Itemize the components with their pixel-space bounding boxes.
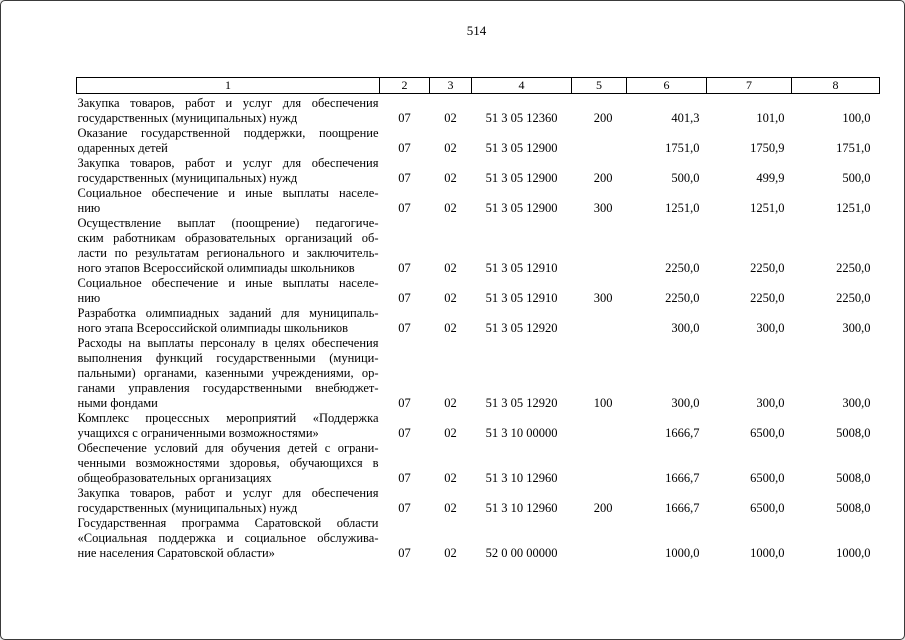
cell-5: 300 bbox=[593, 291, 613, 305]
cell-7: 1251,0 bbox=[750, 201, 785, 215]
cell-3: 02 bbox=[444, 546, 457, 560]
row-name-line: Социальное обеспечение и иные выплаты населе- bbox=[77, 276, 379, 290]
cell-5: 300 bbox=[593, 201, 613, 215]
cell-name bbox=[77, 276, 380, 306]
cell-4: 51 3 10 12960 bbox=[485, 501, 558, 515]
cell-8: 1251,0 bbox=[836, 201, 871, 215]
cell-4: 51 3 05 12900 bbox=[485, 171, 558, 185]
cell-7: 6500,0 bbox=[750, 471, 785, 485]
cell-4: 51 3 05 12920 bbox=[485, 321, 558, 335]
cell-8: 300,0 bbox=[842, 396, 871, 410]
table-row bbox=[77, 516, 880, 561]
cell-5 bbox=[572, 216, 627, 276]
row-name-line: нию bbox=[77, 201, 101, 215]
cell-2: 07 bbox=[398, 471, 411, 485]
cell-3: 02 bbox=[444, 141, 457, 155]
cell-2: 07 bbox=[398, 111, 411, 125]
table-row bbox=[77, 486, 880, 516]
row-name-line: Оказание государственной поддержки, поощрение bbox=[77, 126, 379, 140]
cell-6: 2250,0 bbox=[665, 261, 700, 275]
cell-8: 1000,0 bbox=[836, 546, 871, 560]
row-name-line: Государственная программа Саратовской области bbox=[77, 516, 379, 530]
budget-table bbox=[76, 77, 880, 561]
row-name-line: ласти по результатам регионального и заключитель- bbox=[77, 246, 379, 260]
table-row bbox=[77, 156, 880, 186]
row-name-line: «Социальная поддержка и социальное обслужива- bbox=[77, 531, 379, 545]
cell-name bbox=[77, 516, 380, 561]
cell-6: 300,0 bbox=[671, 321, 700, 335]
cell-2: 07 bbox=[398, 396, 411, 410]
table-row bbox=[77, 411, 880, 441]
cell-4: 51 3 05 12360 bbox=[485, 111, 558, 125]
cell-4: 51 3 05 12910 bbox=[485, 261, 558, 275]
cell-5: 100 bbox=[593, 396, 613, 410]
column-header-7: 7 bbox=[707, 78, 792, 94]
cell-name bbox=[77, 441, 380, 486]
cell-3: 02 bbox=[444, 291, 457, 305]
cell-3: 02 bbox=[444, 396, 457, 410]
row-name-line: ными фондами bbox=[77, 396, 158, 410]
cell-name bbox=[77, 94, 380, 127]
cell-8: 5008,0 bbox=[836, 426, 871, 440]
cell-8: 5008,0 bbox=[836, 471, 871, 485]
cell-6: 1666,7 bbox=[665, 501, 700, 515]
cell-name bbox=[77, 411, 380, 441]
cell-7: 1750,9 bbox=[750, 141, 785, 155]
row-name-line: Обеспечение условий для обучения детей с ограни- bbox=[77, 441, 379, 455]
cell-name bbox=[77, 216, 380, 276]
cell-3: 02 bbox=[444, 426, 457, 440]
row-name-line: общеобразовательных организациях bbox=[77, 471, 272, 485]
cell-8: 300,0 bbox=[842, 321, 871, 335]
cell-2: 07 bbox=[398, 261, 411, 275]
cell-name bbox=[77, 306, 380, 336]
cell-2: 07 bbox=[398, 171, 411, 185]
row-name-line: Комплекс процессных мероприятий «Поддержка bbox=[77, 411, 379, 425]
row-name-line: Закупка товаров, работ и услуг для обеспечения bbox=[77, 156, 379, 170]
row-name-line: ченными возможностями здоровья, обучающихся в bbox=[77, 456, 379, 470]
column-header-8: 8 bbox=[792, 78, 880, 94]
cell-3: 02 bbox=[444, 471, 457, 485]
cell-6: 1666,7 bbox=[665, 426, 700, 440]
cell-2: 07 bbox=[398, 501, 411, 515]
cell-4: 51 3 05 12900 bbox=[485, 201, 558, 215]
row-name-line: государственных (муниципальных) нужд bbox=[77, 171, 298, 185]
table-row bbox=[77, 441, 880, 486]
table-row bbox=[77, 186, 880, 216]
cell-4: 51 3 05 12900 bbox=[485, 141, 558, 155]
row-name-line: Закупка товаров, работ и услуг для обеспечения bbox=[77, 486, 379, 500]
cell-5 bbox=[572, 306, 627, 336]
cell-5: 200 bbox=[593, 171, 613, 185]
cell-name bbox=[77, 486, 380, 516]
cell-name bbox=[77, 156, 380, 186]
row-name-line: ским работникам образовательных организаций об- bbox=[77, 231, 379, 245]
cell-4: 52 0 00 00000 bbox=[485, 546, 558, 560]
cell-8: 5008,0 bbox=[836, 501, 871, 515]
table-header-row bbox=[77, 78, 880, 94]
cell-7: 499,9 bbox=[756, 171, 785, 185]
cell-7: 6500,0 bbox=[750, 501, 785, 515]
cell-5 bbox=[572, 126, 627, 156]
row-name-line: Расходы на выплаты персоналу в целях обеспечения bbox=[77, 336, 379, 350]
column-header-4: 4 bbox=[472, 78, 572, 94]
cell-5: 200 bbox=[593, 501, 613, 515]
row-name-line: выполнения функций государственными (муници- bbox=[77, 351, 379, 365]
cell-5 bbox=[572, 516, 627, 561]
column-header-1: 1 bbox=[77, 78, 380, 94]
row-name-line: государственных (муниципальных) нужд bbox=[77, 111, 298, 125]
cell-8: 1751,0 bbox=[836, 141, 871, 155]
cell-2: 07 bbox=[398, 426, 411, 440]
cell-6: 1666,7 bbox=[665, 471, 700, 485]
cell-6: 1000,0 bbox=[665, 546, 700, 560]
cell-7: 300,0 bbox=[756, 321, 785, 335]
cell-6: 401,3 bbox=[671, 111, 700, 125]
column-header-3: 3 bbox=[430, 78, 472, 94]
row-name-line: учащихся с ограниченными возможностями» bbox=[77, 426, 319, 440]
table-row bbox=[77, 276, 880, 306]
cell-6: 1751,0 bbox=[665, 141, 700, 155]
cell-7: 2250,0 bbox=[750, 291, 785, 305]
column-header-6: 6 bbox=[627, 78, 707, 94]
cell-8: 500,0 bbox=[842, 171, 871, 185]
cell-name bbox=[77, 126, 380, 156]
row-name-line: нию bbox=[77, 291, 101, 305]
cell-4: 51 3 10 12960 bbox=[485, 471, 558, 485]
row-name-line: Осуществление выплат (поощрение) педагогиче- bbox=[77, 216, 379, 230]
table-row bbox=[77, 94, 880, 127]
cell-7: 101,0 bbox=[756, 111, 785, 125]
cell-8: 2250,0 bbox=[836, 261, 871, 275]
row-name-line: Социальное обеспечение и иные выплаты населе- bbox=[77, 186, 379, 200]
page-number: 514 bbox=[466, 23, 487, 38]
cell-2: 07 bbox=[398, 201, 411, 215]
row-name-line: государственных (муниципальных) нужд bbox=[77, 501, 298, 515]
table-body bbox=[77, 94, 880, 562]
cell-5 bbox=[572, 411, 627, 441]
table-header bbox=[77, 78, 880, 94]
cell-6: 300,0 bbox=[671, 396, 700, 410]
cell-6: 500,0 bbox=[671, 171, 700, 185]
cell-3: 02 bbox=[444, 501, 457, 515]
cell-8: 100,0 bbox=[842, 111, 871, 125]
cell-2: 07 bbox=[398, 321, 411, 335]
cell-7: 300,0 bbox=[756, 396, 785, 410]
column-header-2: 2 bbox=[380, 78, 430, 94]
cell-4: 51 3 05 12910 bbox=[485, 291, 558, 305]
cell-3: 02 bbox=[444, 171, 457, 185]
table-row bbox=[77, 126, 880, 156]
cell-7: 6500,0 bbox=[750, 426, 785, 440]
cell-7: 2250,0 bbox=[750, 261, 785, 275]
cell-name bbox=[77, 186, 380, 216]
row-name-line: Закупка товаров, работ и услуг для обеспечения bbox=[77, 96, 379, 110]
cell-4: 51 3 10 00000 bbox=[485, 426, 558, 440]
cell-2: 07 bbox=[398, 546, 411, 560]
table-row bbox=[77, 336, 880, 411]
cell-6: 1251,0 bbox=[665, 201, 700, 215]
cell-3: 02 bbox=[444, 201, 457, 215]
column-header-5: 5 bbox=[572, 78, 627, 94]
cell-2: 07 bbox=[398, 141, 411, 155]
row-name-line: пальными) органами, казенными учреждениями, ор- bbox=[77, 366, 379, 380]
cell-3: 02 bbox=[444, 321, 457, 335]
row-name-line: ного этапа Всероссийской олимпиады школьников bbox=[77, 321, 349, 335]
cell-3: 02 bbox=[444, 111, 457, 125]
row-name-line: одаренных детей bbox=[77, 141, 168, 155]
cell-4: 51 3 05 12920 bbox=[485, 396, 558, 410]
table-row bbox=[77, 306, 880, 336]
cell-name bbox=[77, 336, 380, 411]
row-name-line: ного этапов Всероссийской олимпиады школьников bbox=[77, 261, 355, 275]
cell-8: 2250,0 bbox=[836, 291, 871, 305]
table-row bbox=[77, 216, 880, 276]
row-name-line: ние населения Саратовской области» bbox=[77, 546, 275, 560]
row-name-line: ганами управления государственными внебюджет- bbox=[77, 381, 379, 395]
cell-5 bbox=[572, 441, 627, 486]
cell-6: 2250,0 bbox=[665, 291, 700, 305]
cell-2: 07 bbox=[398, 291, 411, 305]
cell-3: 02 bbox=[444, 261, 457, 275]
cell-5: 200 bbox=[593, 111, 613, 125]
row-name-line: Разработка олимпиадных заданий для муниципаль- bbox=[77, 306, 379, 320]
cell-7: 1000,0 bbox=[750, 546, 785, 560]
